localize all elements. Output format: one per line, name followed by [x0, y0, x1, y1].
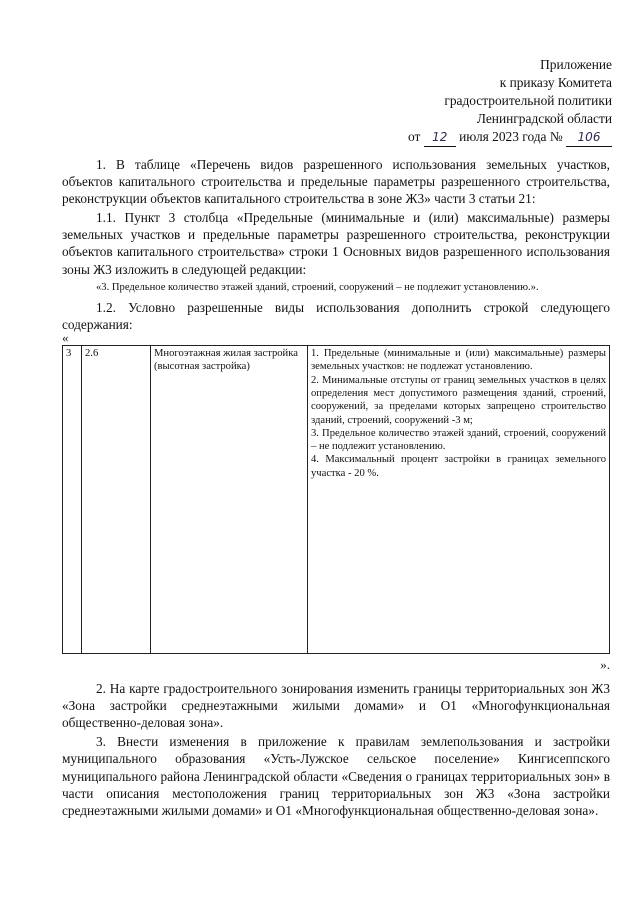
appendix-committee: градостроительной политики	[444, 93, 612, 108]
table-row	[63, 346, 610, 654]
row-number-cell: 3	[63, 346, 82, 654]
date-middle: июля 2023 года №	[459, 129, 563, 144]
parameters-cell	[308, 346, 610, 654]
document-body	[62, 156, 610, 821]
appendix-order-ref: к приказу Комитета	[499, 75, 612, 90]
paragraph-1-2: 1.2. Условно разрешенные виды использования дополнить строкой следующего содержания:	[62, 299, 610, 332]
code-cell: 2.6	[82, 346, 151, 654]
appendix-region: Ленинградской области	[476, 111, 612, 126]
parameter-item: 4. Максимальный процент застройки в границах земельного участка - 20 %.	[311, 454, 606, 479]
parameter-item: 2. Минимальные отступы от границ земельных участков в целях определения мест допустимого размещения зданий, строений, сооружений, за пределами которых запрещено строительство зданий, строений, сооружений -3 м;	[311, 374, 606, 426]
appendix-header	[408, 56, 612, 147]
zone-table	[62, 345, 610, 654]
paragraph-1: 1. В таблице «Перечень видов разрешенного использования земельных участков, объектов капитального строительства и предельные параметры разрешенного строительства, реконструкции объектов капитального строительства в зоне Ж3» части 3 статьи 21:	[62, 157, 610, 207]
appendix-title: Приложение	[540, 57, 612, 72]
open-quote: «	[62, 330, 69, 346]
paragraph-1-1: 1.1. Пункт 3 столбца «Предельные (минимальные и (или) максимальные) размеры земельных участков и предельные параметры разрешенного строительства, реконструкции объектов капитального строительства» строки 1 Основных видов разрешенного использования зоны Ж3 изложить в следующей редакции:	[62, 210, 610, 277]
paragraph-2: 2. На карте градостроительного зонирования изменить границы территориальных зон Ж3 «Зона застройки среднеэтажными жилыми домами» и О1 «Многофункциональная общественно-деловая зона».	[62, 681, 610, 731]
paragraph-3: 3. Внести изменения в приложение к правилам землепользования и застройки муниципального образования «Усть-Лужское сельское поселение» Кингисеппского муниципального района Ленинградской области «Сведения о границах территориальных зон» в части описания местоположения границ территориальных зон Ж3 «Зона застройки среднеэтажными жилыми домами» и О1 «Многофункциональная общественно-деловая зона».	[62, 734, 610, 818]
quoted-amendment: «3. Предельное количество этажей зданий, строений, сооружений – не подлежит установлению.».	[96, 281, 539, 293]
parameter-item: 1. Предельные (минимальные и (или) максимальные) размеры земельных участков: не подлежат установлению.	[311, 348, 606, 373]
use-name-cell: Многоэтажная жилая застройка (высотная застройка)	[151, 346, 308, 654]
close-quote: ».	[600, 657, 610, 673]
handwritten-order-number: 106	[566, 128, 612, 147]
date-prefix: от	[408, 129, 421, 144]
handwritten-day: 12	[424, 128, 456, 147]
appendix-date-line	[408, 128, 612, 147]
parameter-item: 3. Предельное количество этажей зданий, строений, сооружений – не подлежит установлению.	[311, 427, 606, 453]
